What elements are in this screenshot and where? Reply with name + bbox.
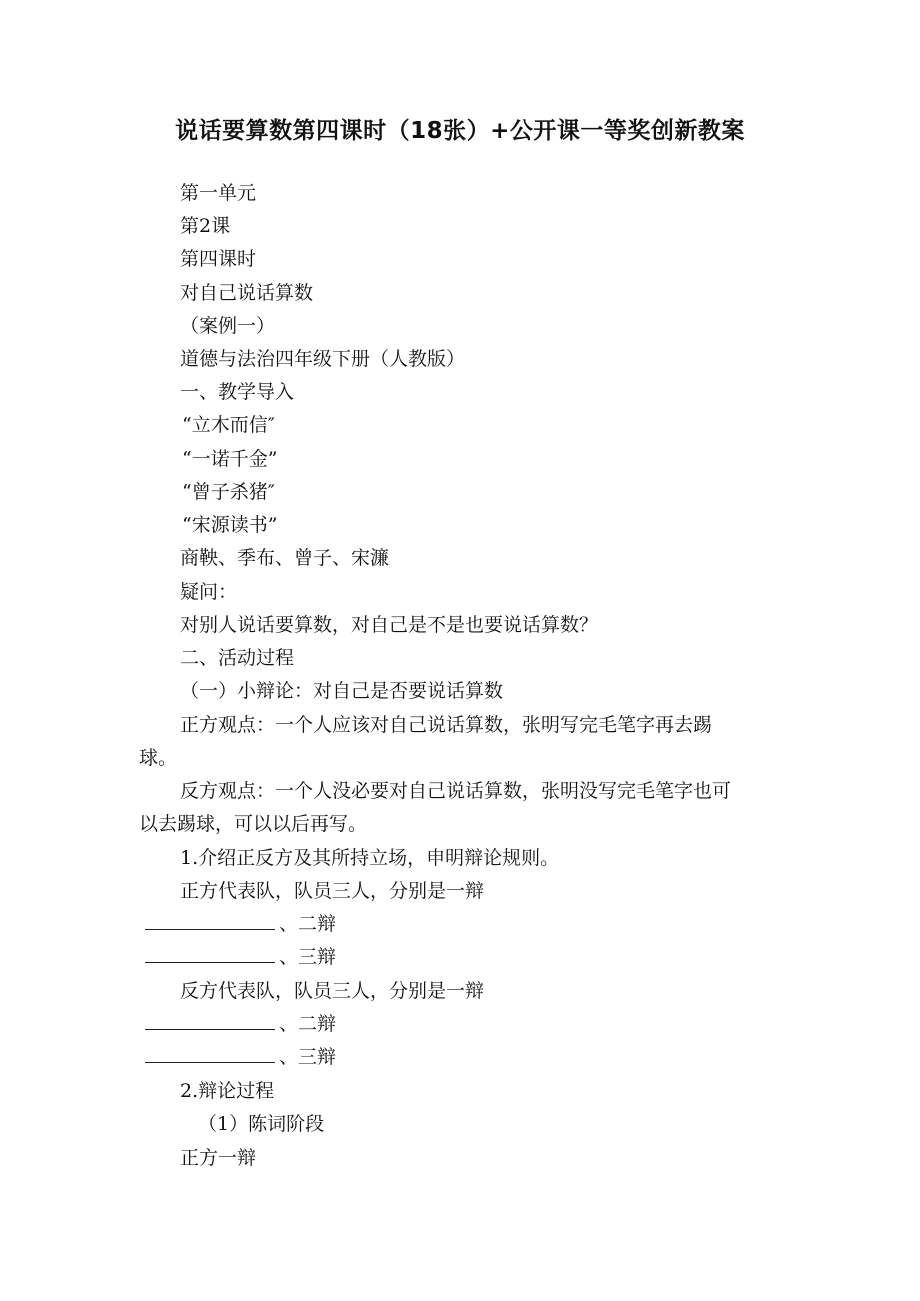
question-label: 疑问： xyxy=(180,581,238,603)
pro-first-speaker: 正方一辩 xyxy=(180,1147,257,1169)
con-third-line xyxy=(145,1044,336,1070)
blank-suffix: 、三辩 xyxy=(279,946,337,968)
story-item: “曾子杀猪″ xyxy=(182,481,275,503)
section-heading-intro: 一、教学导入 xyxy=(180,381,295,403)
con-view-line-2: 以去踢球，可以以后再写。 xyxy=(139,813,368,835)
document-title: 说话要算数第四课时（18张）+公开课一等奖创新教案 xyxy=(175,118,745,144)
pro-view-line-2: 球。 xyxy=(139,747,178,769)
con-second-line xyxy=(145,1011,336,1037)
step-2: 2.辩论过程 xyxy=(180,1080,275,1102)
fill-blank xyxy=(145,1044,275,1063)
fill-blank xyxy=(145,944,275,963)
pro-view-line-1: 正方观点：一个人应该对自己说话算数，张明写完毛笔字再去踢 xyxy=(180,714,713,736)
blank-suffix: 、三辩 xyxy=(279,1046,337,1068)
story-item: “宋源读书” xyxy=(182,514,278,536)
stage-1: （1）陈词阶段 xyxy=(198,1113,325,1135)
topic-label: 对自己说话算数 xyxy=(180,282,314,304)
blank-suffix: 、二辩 xyxy=(279,913,337,935)
fill-blank xyxy=(145,1011,275,1030)
lesson-label: 第2课 xyxy=(180,215,231,237)
unit-label: 第一单元 xyxy=(180,182,257,204)
step-1: 1.介绍正反方及其所持立场，申明辩论规则。 xyxy=(180,847,560,869)
section-heading-activity: 二、活动过程 xyxy=(180,647,295,669)
people-list: 商鞅、季布、曾子、宋濂 xyxy=(180,547,390,569)
pro-team-line: 正方代表队，队员三人，分别是一辩 xyxy=(180,880,485,902)
blank-suffix: 、二辩 xyxy=(279,1013,337,1035)
debate-subheading: （一）小辩论：对自己是否要说话算数 xyxy=(180,680,504,702)
con-view-line-1: 反方观点：一个人没必要对自己说话算数，张明没写完毛笔字也可 xyxy=(180,780,732,802)
book-label: 道德与法治四年级下册（人教版） xyxy=(180,348,466,370)
pro-second-line xyxy=(145,911,336,937)
story-item: “一诺千金” xyxy=(182,448,278,470)
pro-third-line xyxy=(145,944,336,970)
con-team-line: 反方代表队，队员三人，分别是一辩 xyxy=(180,980,485,1002)
story-item: “立木而信″ xyxy=(182,414,275,436)
question-text: 对别人说话要算数，对自己是不是也要说话算数？ xyxy=(180,614,599,636)
case-label: （案例一） xyxy=(180,315,276,337)
fill-blank xyxy=(145,911,275,930)
period-label: 第四课时 xyxy=(180,248,257,270)
